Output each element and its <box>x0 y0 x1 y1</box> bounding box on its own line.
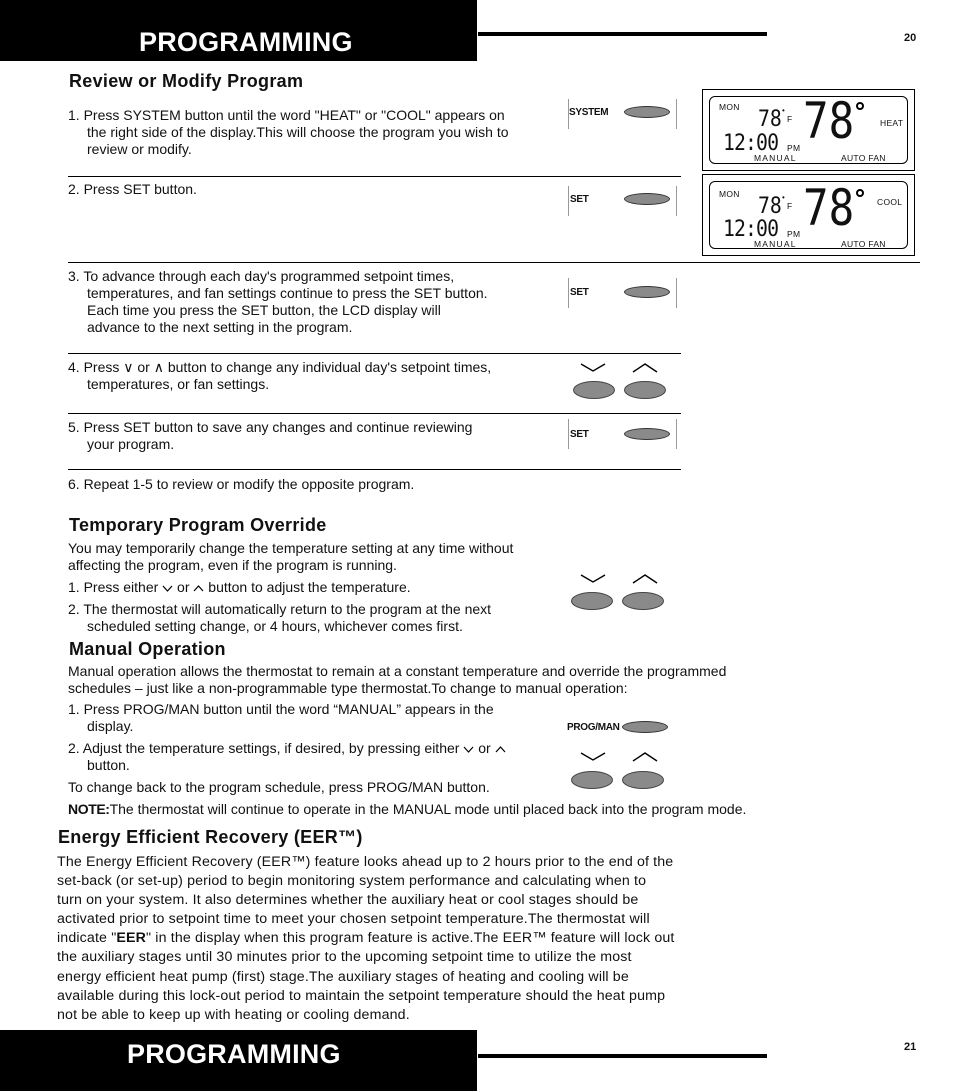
lcd-degree-mark: • <box>782 193 785 202</box>
text-line: scheduled setting change, or 4 hours, whichever comes first. <box>87 618 463 634</box>
chevron-down-icon <box>463 746 474 753</box>
text-line: not be able to keep up with heating or cooling demand. <box>57 1006 410 1023</box>
text-fragment: indicate " <box>57 930 117 947</box>
text-fragment: or <box>474 740 495 756</box>
section-heading-manual: Manual Operation <box>69 639 226 659</box>
lcd-system-mode: COOL <box>877 197 903 207</box>
lcd-degree-mark: • <box>782 106 785 115</box>
manual-note <box>68 801 746 818</box>
step-divider <box>68 176 681 177</box>
text-fragment: 2. Adjust the temperature settings, if desired, by pressing either <box>68 740 464 756</box>
lcd-unit: F <box>787 114 793 124</box>
eer-bold-label: EER <box>116 930 147 947</box>
review-step-3 <box>68 268 558 336</box>
text-line: the auxiliary stages until 30 minutes prior to the upcoming setpoint time to utilize the most <box>57 949 632 966</box>
lcd-mode: MANUAL <box>754 153 797 163</box>
step-line: 4. Press ∨ or ∧ button to change any individual day's setpoint times, <box>68 359 492 375</box>
step-divider <box>68 469 681 470</box>
divider <box>676 278 677 308</box>
override-step-1 <box>68 579 411 596</box>
lcd-ampm: PM <box>787 143 801 153</box>
lcd-screen <box>709 92 908 164</box>
step-line: temperatures, and fan settings continue to press the SET button. <box>87 285 488 301</box>
divider <box>568 99 569 129</box>
step-line: 5. Press SET button to save any changes and continue reviewing <box>68 419 473 435</box>
step-line: 2. Press SET button. <box>68 181 197 197</box>
text-fragment: 1. Press either <box>68 579 163 595</box>
step-line: 6. Repeat 1-5 to review or modify the opposite program. <box>68 476 415 492</box>
section-heading-review: Review or Modify Program <box>69 71 304 91</box>
page-number-bottom: 21 <box>904 1041 917 1053</box>
lcd-system-mode: HEAT <box>880 118 904 128</box>
set-button[interactable] <box>624 428 670 440</box>
text-line: 2. The thermostat will automatically return to the program at the next <box>68 601 492 617</box>
step-line: 3. To advance through each day's programmed setpoint times, <box>68 268 455 284</box>
text-line: activated prior to setpoint time to meet your chosen setpoint temperature.The thermostat will <box>57 911 650 928</box>
section-heading-eer: Energy Efficient Recovery (EER™) <box>58 827 363 847</box>
lcd-room-temp: 78 <box>803 92 855 150</box>
lcd-screen <box>709 181 908 249</box>
divider <box>676 419 677 449</box>
chevron-down-icon <box>580 573 606 585</box>
text-fragment: or <box>173 579 194 595</box>
set-button-label: SET <box>570 194 589 205</box>
step-line: your program. <box>87 436 175 452</box>
text-line: button. <box>87 757 130 773</box>
down-button[interactable] <box>571 592 613 610</box>
set-button[interactable] <box>624 286 670 298</box>
text-fragment: button to adjust the temperature. <box>204 579 411 595</box>
text-line: set-back (or set-up) period to begin monitoring system performance and calculating when to <box>57 873 647 890</box>
chevron-up-icon <box>193 585 204 592</box>
system-button[interactable] <box>624 106 670 118</box>
chevron-up-icon <box>495 746 506 753</box>
lcd-degree-icon <box>856 189 864 197</box>
section-heading-override: Temporary Program Override <box>69 515 327 535</box>
lcd-setpoint: 78 <box>758 194 782 219</box>
lcd-day: MON <box>719 102 740 112</box>
lcd-fan: AUTO FAN <box>841 153 886 163</box>
lcd-display-cool <box>702 174 915 256</box>
prog-man-button[interactable] <box>622 721 668 733</box>
manual-step-1 <box>68 701 494 735</box>
lcd-day: MON <box>719 189 740 199</box>
text-line: affecting the program, even if the program is running. <box>68 557 397 573</box>
text-line: You may temporarily change the temperature setting at any time without <box>68 540 514 556</box>
header-rule-bottom <box>478 1054 767 1058</box>
lcd-time: 12:00 <box>723 131 779 156</box>
divider <box>568 186 569 216</box>
up-button[interactable] <box>622 592 664 610</box>
header-bar-top <box>0 0 477 61</box>
down-button[interactable] <box>573 381 615 399</box>
chevron-down-icon <box>580 751 606 763</box>
chevron-up-icon <box>632 751 658 763</box>
text-line: 1. Press PROG/MAN button until the word “MANUAL” appears in the <box>68 701 494 717</box>
up-button[interactable] <box>624 381 666 399</box>
override-intro <box>68 540 513 574</box>
lcd-ampm: PM <box>787 229 801 239</box>
step-line: advance to the next setting in the program. <box>87 319 353 335</box>
step-line: Each time you press the SET button, the LCD display will <box>87 302 441 318</box>
text-line: Manual operation allows the thermostat to remain at a constant temperature and override the programmed <box>68 663 727 679</box>
lcd-mode: MANUAL <box>754 239 797 249</box>
text-fragment: " in the display when this program feature is active.The EER™ feature will lock out <box>146 930 675 947</box>
manual-step-2 <box>68 740 506 774</box>
header-bar-bottom <box>0 1030 477 1091</box>
chevron-up-icon <box>632 573 658 585</box>
text-line: available during this lock-out period to maintain the setpoint temperature should the heat pump <box>57 987 666 1004</box>
down-button[interactable] <box>571 771 613 789</box>
review-step-5 <box>68 419 558 453</box>
step-divider <box>68 413 681 414</box>
text-line: turn on your system. It also determines whether the auxiliary heat or cool stages should be <box>57 892 639 909</box>
chevron-up-icon <box>632 362 658 374</box>
lcd-fan: AUTO FAN <box>841 239 886 249</box>
step-line: the right side of the display.This will choose the program you wish to <box>87 124 509 140</box>
review-step-6 <box>68 476 414 493</box>
page-number-top: 20 <box>904 32 917 44</box>
text-line <box>57 929 675 948</box>
set-button-label: SET <box>570 287 589 298</box>
divider <box>568 419 569 449</box>
override-step-2 <box>68 601 491 635</box>
page-title-bottom: PROGRAMMING <box>127 1039 341 1069</box>
note-text: The thermostat will continue to operate in the MANUAL mode until placed back into the program mode. <box>109 801 747 817</box>
up-button[interactable] <box>622 771 664 789</box>
step-divider <box>68 353 681 354</box>
set-button[interactable] <box>624 193 670 205</box>
lcd-time: 12:00 <box>723 217 779 242</box>
manual-change-back: To change back to the program schedule, press PROG/MAN button. <box>68 779 490 795</box>
review-step-1 <box>68 107 558 158</box>
step-line: review or modify. <box>87 141 192 157</box>
lcd-display-heat <box>702 89 915 171</box>
step-line: temperatures, or fan settings. <box>87 376 270 392</box>
review-step-2 <box>68 181 197 198</box>
divider <box>676 186 677 216</box>
divider <box>568 278 569 308</box>
text-line: display. <box>87 718 134 734</box>
text-line: The Energy Efficient Recovery (EER™) feature looks ahead up to 2 hours prior to the end of the <box>57 854 674 870</box>
prog-man-button-label: PROG/MAN <box>567 722 620 733</box>
review-step-4 <box>68 359 558 393</box>
system-button-label: SYSTEM <box>569 107 609 118</box>
eer-paragraph <box>57 853 675 1025</box>
divider <box>676 99 677 129</box>
set-button-label: SET <box>570 429 589 440</box>
step-divider <box>68 262 920 263</box>
lcd-unit: F <box>787 201 793 211</box>
text-line: energy efficient heat pump (first) stage.The auxiliary stages of heating and cooling will be <box>57 968 629 985</box>
lcd-degree-icon <box>856 102 864 110</box>
text-line: schedules – just like a non-programmable type thermostat.To change to manual operation: <box>68 680 628 696</box>
chevron-down-icon <box>162 585 173 592</box>
lcd-room-temp: 78 <box>803 179 855 237</box>
lcd-setpoint: 78 <box>758 107 782 132</box>
header-rule-top <box>478 32 767 36</box>
manual-intro <box>68 663 726 697</box>
step-line: 1. Press SYSTEM button until the word "HEAT" or "COOL" appears on <box>68 107 505 123</box>
page-title-top: PROGRAMMING <box>139 27 353 57</box>
note-label: NOTE: <box>68 801 110 817</box>
chevron-down-icon <box>580 362 606 374</box>
